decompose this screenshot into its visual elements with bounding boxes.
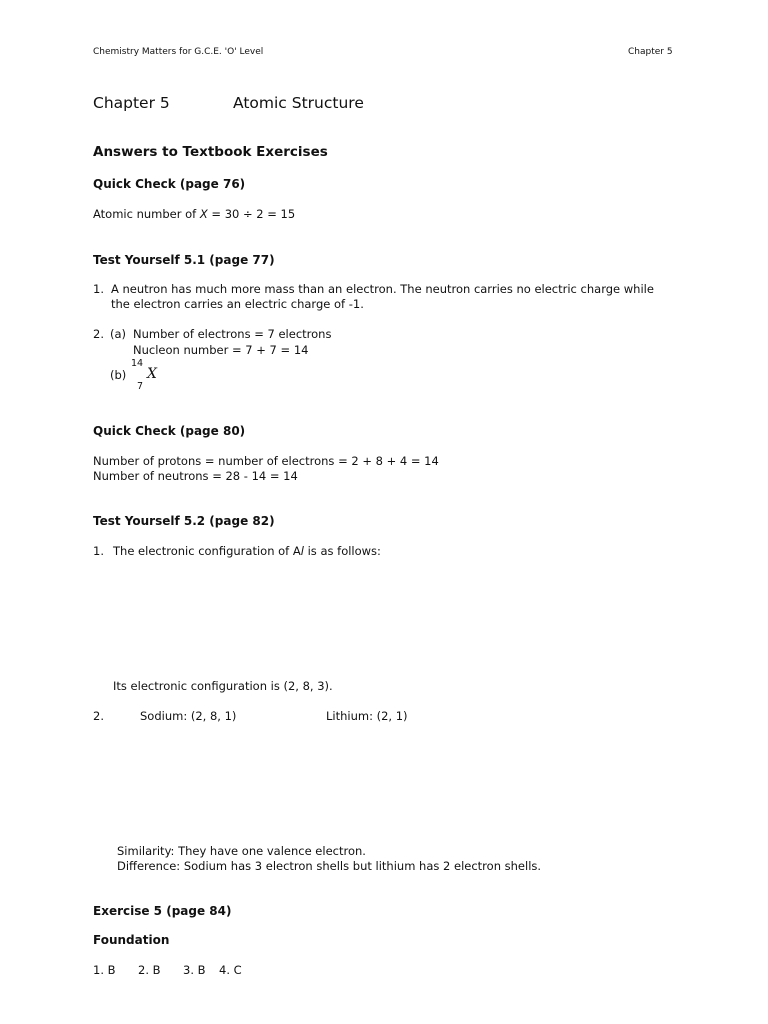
exercise-answer: 2. B <box>138 963 161 977</box>
chapter-number: Chapter 5 <box>93 94 170 112</box>
answer-prefix: Atomic number of <box>93 207 200 221</box>
answer-suffix: = 30 ÷ 2 = 15 <box>207 207 296 221</box>
li-electron <box>362 732 369 739</box>
exercise-answer: 1. B <box>93 963 116 977</box>
al-electron <box>185 610 192 617</box>
test-yourself-51-heading: Test Yourself 5.1 (page 77) <box>93 253 275 267</box>
al-electron <box>239 583 246 590</box>
similarity-text: Similarity: They have one valence electron. <box>117 844 366 858</box>
al-electron <box>259 619 266 626</box>
al-electron <box>225 637 232 644</box>
li-electron <box>345 767 352 774</box>
difference-text: Difference: Sodium has 3 electron shells but lithium has 2 electron shells. <box>117 859 542 873</box>
ty51-q2a-line1: Number of electrons = 7 electrons <box>133 327 332 341</box>
nuclide-symbol: X <box>147 366 157 382</box>
al-electron <box>205 601 212 608</box>
ty52-q1-number: 1. <box>93 544 104 558</box>
na-electron <box>162 768 169 775</box>
na-electron <box>181 750 188 757</box>
na-electron <box>162 786 169 793</box>
ty52-q1-config: Its electronic configuration is (2, 8, 3). <box>113 679 333 693</box>
ty51-q2a-line2: Nucleon number = 7 + 7 = 14 <box>133 343 309 357</box>
quick-check-80-line2: Number of neutrons = 28 - 14 = 14 <box>93 469 298 483</box>
na-shell-3 <box>147 735 237 825</box>
lithium-label: Lithium: (2, 1) <box>326 709 408 723</box>
al-electron <box>279 610 286 617</box>
foundation-heading: Foundation <box>93 933 170 947</box>
al-electron <box>239 637 246 644</box>
ty51-q2b-label: (b) <box>110 368 127 382</box>
ty52-q1-text <box>113 544 381 558</box>
exercise-answer: 3. B <box>183 963 206 977</box>
running-header-chapter: Chapter 5 <box>628 47 673 57</box>
na-electron <box>189 732 196 739</box>
li-shell-2 <box>330 735 400 805</box>
section-title: Answers to Textbook Exercises <box>93 144 328 160</box>
q1-element-italic: l <box>300 544 304 558</box>
quick-check-80-heading: Quick Check (page 80) <box>93 424 246 438</box>
na-electron <box>181 803 188 810</box>
running-header-title: Chemistry Matters for G.C.E. 'O' Level <box>93 47 264 57</box>
quick-check-80-line1: Number of protons = number of electrons = 2 + 8 + 4 = 14 <box>93 454 439 468</box>
li-shell-1 <box>348 753 382 787</box>
exercise-5-heading: Exercise 5 (page 84) <box>93 904 232 918</box>
ty52-q2-number: 2. <box>93 709 104 723</box>
test-yourself-52-heading: Test Yourself 5.2 (page 82) <box>93 514 275 528</box>
ty51-q2a-label: (a) <box>110 327 127 341</box>
al-electron <box>232 619 239 626</box>
na-electron <box>180 777 187 784</box>
nuclide-mass-number: 14 <box>131 358 144 369</box>
ty51-q1-line1: A neutron has much more mass than an electron. The neutron carries no electric charge while <box>111 282 654 296</box>
na-shell-2 <box>163 751 221 809</box>
answer-variable: X <box>199 207 208 221</box>
q1-suffix: is as follows: <box>303 544 381 558</box>
sodium-label: Sodium: (2, 8, 1) <box>140 709 237 723</box>
na-electron <box>197 750 204 757</box>
na-electron <box>217 768 224 775</box>
al-shell-2 <box>206 584 264 642</box>
ty51-q2-number: 2. <box>93 327 104 341</box>
na-electron <box>198 777 205 784</box>
quick-check-76-heading: Quick Check (page 76) <box>93 177 246 191</box>
al-electron <box>205 619 212 626</box>
quick-check-76-answer <box>93 207 295 221</box>
ty51-q1-number: 1. <box>93 282 104 296</box>
al-electron <box>232 564 239 571</box>
li-electron <box>379 767 386 774</box>
na-electron <box>217 786 224 793</box>
exercise-answer: 4. C <box>219 963 242 977</box>
chapter-title: Atomic Structure <box>233 94 364 112</box>
na-electron <box>197 803 204 810</box>
q1-prefix: The electronic configuration of A <box>113 544 301 558</box>
al-electron <box>259 601 266 608</box>
nuclide-atomic-number: 7 <box>137 381 144 392</box>
al-electron <box>225 583 232 590</box>
ty51-q1-line2: the electron carries an electric charge of -1. <box>111 297 364 311</box>
al-shell-3 <box>188 566 282 660</box>
al-electron <box>232 601 239 608</box>
